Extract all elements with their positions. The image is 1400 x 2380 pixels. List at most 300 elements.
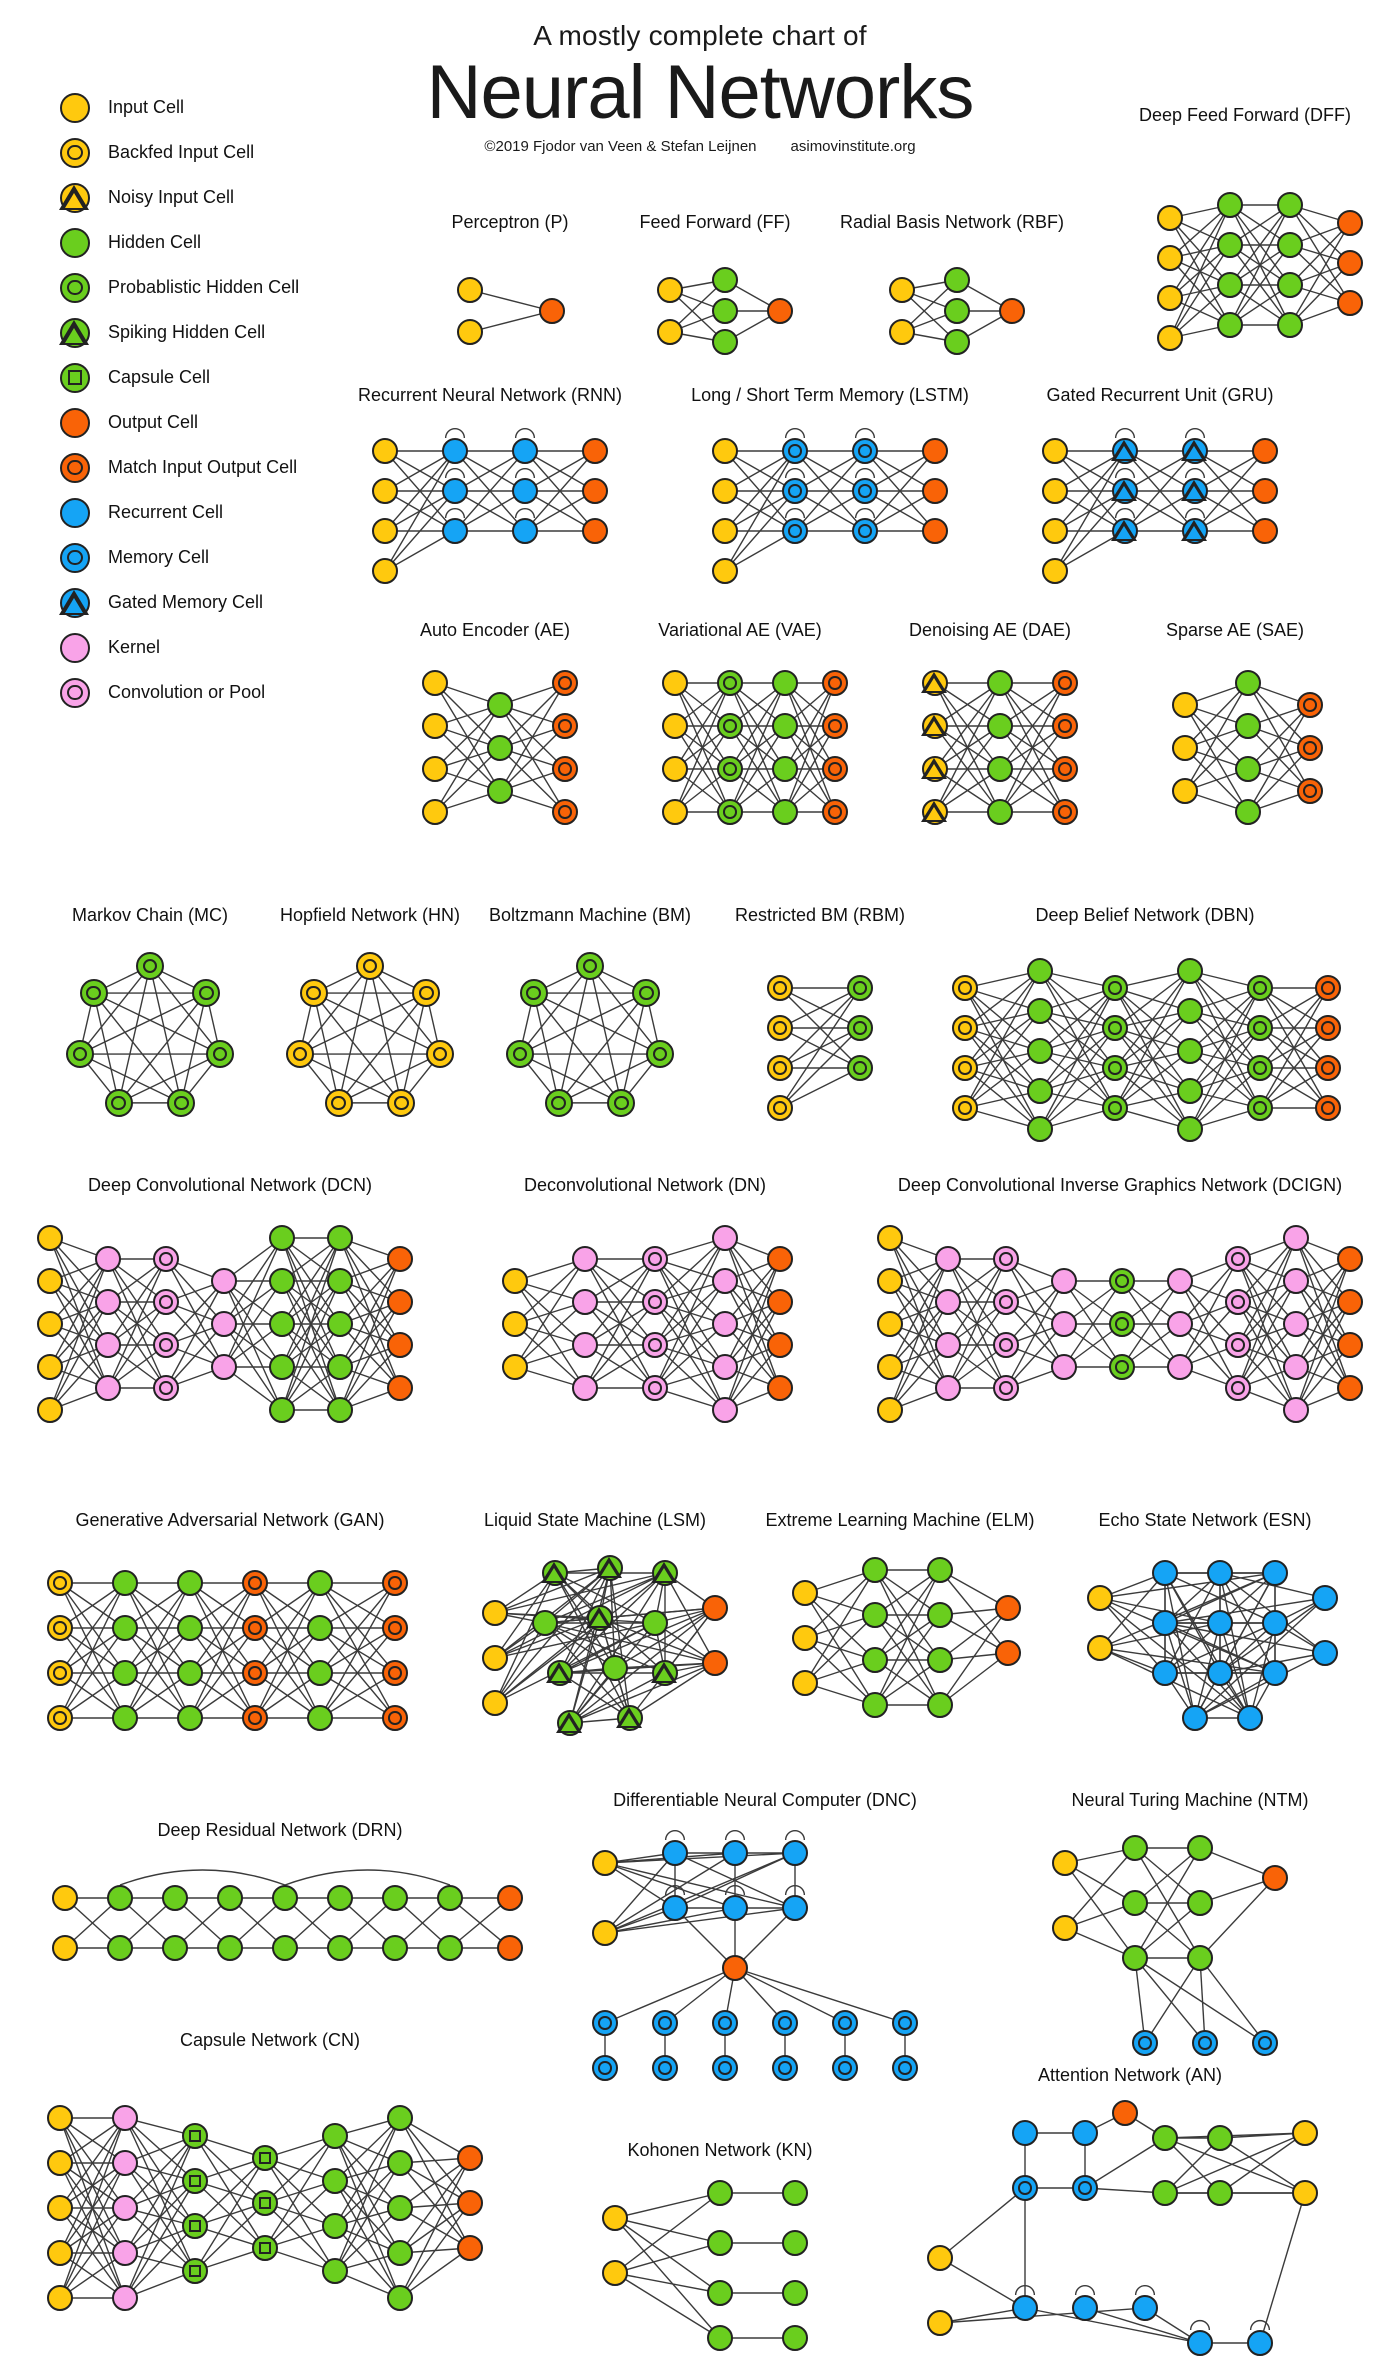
node-ring-0 <box>136 952 164 980</box>
node-hid-1 <box>1122 1890 1148 1916</box>
node-inner-triangle-inner <box>656 1668 672 1681</box>
node-4-1 <box>269 1268 295 1294</box>
diagram-canvas-ff <box>620 240 810 322</box>
node-1-2 <box>1027 1038 1053 1064</box>
circle-ring-icon <box>58 136 92 170</box>
node-1-2 <box>95 1332 121 1358</box>
node-0-0 <box>372 438 398 464</box>
diagram-caption-gru: Gated Recurrent Unit (GRU) <box>1046 385 1274 405</box>
node-6-2 <box>457 2235 483 2261</box>
node-inner-triangle-inner <box>65 328 83 343</box>
node-ring-5 <box>506 1040 534 1068</box>
node-bot-0 <box>52 1935 78 1961</box>
node-inner-ring <box>53 1576 67 1590</box>
node-2-0 <box>772 670 798 696</box>
node-0-2 <box>1042 518 1068 544</box>
diagram-caption-dae: Denoising AE (DAE) <box>908 620 1072 640</box>
node-inner-triangle-inner <box>65 193 83 208</box>
node-inner-ring <box>67 460 83 476</box>
diagram-rbm <box>720 905 920 1125</box>
node-store-b-3 <box>772 2055 798 2081</box>
node-0-2 <box>792 1670 818 1696</box>
node-inner-ring <box>718 2016 732 2030</box>
node-0-2 <box>712 518 738 544</box>
node-6-0 <box>387 1246 413 1272</box>
node-1-3 <box>717 799 743 825</box>
diagram-canvas-sae <box>1130 648 1340 820</box>
node-inner-ring <box>828 719 842 733</box>
node-1-0 <box>717 670 743 696</box>
node-res-4 <box>1207 1610 1233 1636</box>
legend-item-label: Kernel <box>108 637 161 657</box>
node-6-0 <box>1225 1246 1251 1272</box>
node-inner-ring <box>788 444 802 458</box>
node-inner-ring <box>658 2016 672 2030</box>
node-2-1 <box>772 713 798 739</box>
node-inner-ring <box>1231 1381 1245 1395</box>
node-res-3 <box>532 1610 558 1636</box>
node-2-1 <box>153 1289 179 1315</box>
node-2-2 <box>552 756 578 782</box>
node-0-1 <box>1157 245 1183 271</box>
node-5-3 <box>387 2240 413 2266</box>
node-1-1 <box>847 1015 873 1041</box>
node-1-2 <box>112 2195 138 2221</box>
node-2-1 <box>927 1602 953 1628</box>
diagram-canvas-p <box>420 240 600 322</box>
node-1-1 <box>717 713 743 739</box>
legend-item-label: Hidden Cell <box>108 232 202 252</box>
node-6-1 <box>1225 1289 1251 1315</box>
node-ring-5 <box>66 1040 94 1068</box>
diagram-caption-p: Perceptron (P) <box>451 212 569 232</box>
node-4-2 <box>307 1660 333 1686</box>
diagram-ff <box>620 212 810 322</box>
node-5-1 <box>327 1268 353 1294</box>
node-inner-ring <box>838 2061 852 2075</box>
circle-filled-icon <box>58 91 92 125</box>
node-ring-2 <box>426 1040 454 1068</box>
node-inner-ring <box>526 986 541 1001</box>
circle-ring-icon <box>58 541 92 575</box>
node-0-2 <box>37 1311 63 1337</box>
node-1-2 <box>1235 756 1261 782</box>
node-3-0 <box>922 438 948 464</box>
node-5-4 <box>327 1397 353 1423</box>
node-0-0 <box>422 670 448 696</box>
node-7-3 <box>1283 1354 1309 1380</box>
node-1-2 <box>987 756 1013 782</box>
node-0-2 <box>422 756 448 782</box>
node-inner-ring <box>1303 741 1317 755</box>
node-6-3 <box>1225 1375 1251 1401</box>
node-3-1 <box>211 1311 237 1337</box>
node-in-0 <box>927 2245 953 2271</box>
node-inner-triangle-outer <box>921 758 947 779</box>
legend-node <box>60 273 90 303</box>
node-0-0 <box>657 277 683 303</box>
node-inner-ring <box>513 1047 528 1062</box>
node-inner-triangle-outer <box>651 1562 677 1583</box>
node-hid-2 <box>1152 2180 1178 2206</box>
node-0-1 <box>792 1625 818 1651</box>
node-4-3 <box>322 2258 348 2284</box>
diagram-dcign <box>860 1175 1380 1395</box>
legend-item-label: Probablistic Hidden Cell <box>108 277 300 297</box>
diagram-caption-rbf: Radial Basis Network (RBF) <box>840 212 1065 232</box>
node-0-2 <box>952 1055 978 1081</box>
node-ring-5 <box>286 1040 314 1068</box>
node-0-1 <box>922 713 948 739</box>
chart-header <box>380 20 1020 155</box>
node-bot-3 <box>217 1935 243 1961</box>
node-inner-ring <box>858 444 872 458</box>
node-3-2 <box>211 1354 237 1380</box>
node-inner-ring <box>419 986 434 1001</box>
node-0-0 <box>662 670 688 696</box>
node-3-3 <box>242 1705 268 1731</box>
node-1-2 <box>442 518 468 544</box>
node-7-1 <box>1283 1268 1309 1294</box>
node-4-0 <box>322 2123 348 2149</box>
node-res-3 <box>1152 1610 1178 1636</box>
node-6-1 <box>457 2190 483 2216</box>
node-1-0 <box>1112 438 1138 464</box>
node-0-0 <box>792 1580 818 1606</box>
circle-triangle-icon <box>58 181 92 215</box>
diagram-canvas-bm <box>480 933 700 1125</box>
node-inner-ring <box>213 1047 228 1062</box>
node-inner-ring <box>614 1096 629 1111</box>
node-8-0 <box>1337 1246 1363 1272</box>
node-inner-ring <box>773 1021 787 1035</box>
diagram-kn <box>570 2140 870 2340</box>
diagram-rbf <box>840 212 1065 322</box>
node-0-2 <box>922 756 948 782</box>
node-map-6 <box>782 2280 808 2306</box>
node-inner-ring <box>999 1381 1013 1395</box>
node-1-1 <box>987 713 1013 739</box>
node-inner-triangle-inner <box>621 1713 637 1726</box>
node-5-1 <box>387 2150 413 2176</box>
node-3-4 <box>1177 1116 1203 1142</box>
node-mem-0 <box>662 1840 688 1866</box>
circle-filled-icon <box>58 226 92 260</box>
node-inner-triangle-outer <box>1181 440 1207 461</box>
node-1-1 <box>442 478 468 504</box>
node-0-1 <box>37 1268 63 1294</box>
legend-item-label: Memory Cell <box>108 547 210 567</box>
node-inner-ring <box>778 2061 792 2075</box>
node-2-1 <box>1297 735 1323 761</box>
node-0-3 <box>952 1095 978 1121</box>
node-1-0 <box>112 2105 138 2131</box>
node-5-2 <box>1315 1055 1341 1081</box>
node-1-0 <box>782 438 808 464</box>
node-3-0 <box>1051 1268 1077 1294</box>
node-store-b-1 <box>652 2055 678 2081</box>
diagram-caption-dff: Deep Feed Forward (DFF) <box>1138 105 1352 125</box>
node-bot-right-1 <box>1247 2330 1273 2356</box>
node-inner-ring <box>86 986 101 1001</box>
node-1-1 <box>1217 232 1243 258</box>
node-inner-ring <box>1058 805 1072 819</box>
legend-item-label: Backfed Input Cell <box>108 142 255 162</box>
diagram-drn <box>20 1820 540 2000</box>
node-inner-triangle-inner <box>1116 526 1132 539</box>
node-inner-triangle-outer <box>921 715 947 736</box>
diagram-dff <box>1120 105 1370 285</box>
diagram-caption-kn: Kohonen Network (KN) <box>627 2140 813 2160</box>
node-1-3 <box>95 1375 121 1401</box>
node-3-2 <box>252 2235 278 2261</box>
node-0-3 <box>877 1354 903 1380</box>
node-0-1 <box>457 319 483 345</box>
node-inner-ring <box>1115 1360 1129 1374</box>
node-inner-triangle-inner <box>1116 486 1132 499</box>
node-inner-ring <box>1231 1338 1245 1352</box>
node-2-0 <box>1052 670 1078 696</box>
node-2-0 <box>512 438 538 464</box>
node-inner-triangle-outer <box>541 1562 567 1583</box>
node-2-2 <box>1052 756 1078 782</box>
node-inner-ring <box>1018 2181 1032 2195</box>
node-7-2 <box>1283 1311 1309 1337</box>
diagram-canvas-vae <box>620 648 860 820</box>
node-inner-square <box>189 2175 201 2187</box>
diagram-hn <box>260 905 480 1125</box>
node-inner-ring <box>1138 2036 1152 2050</box>
node-inner-triangle-inner <box>561 1718 577 1731</box>
node-inner-ring <box>306 986 321 1001</box>
node-4-0 <box>767 1246 793 1272</box>
diagram-canvas-hn <box>260 933 480 1125</box>
node-1-1 <box>112 1615 138 1641</box>
node-inner-ring <box>1258 2036 1272 2050</box>
node-5-0 <box>1167 1268 1193 1294</box>
node-1-0 <box>944 267 970 293</box>
diagram-canvas-dcn <box>20 1203 440 1395</box>
node-0-0 <box>922 670 948 696</box>
legend-node <box>60 588 90 618</box>
diagram-caption-an: Attention Network (AN) <box>1037 2065 1223 2085</box>
node-2-3 <box>772 799 798 825</box>
node-inner-ring <box>723 805 737 819</box>
node-hid-3 <box>1187 1835 1213 1861</box>
node-4-2 <box>322 2213 348 2239</box>
node-inner-ring <box>363 959 378 974</box>
node-store-a-3 <box>772 2010 798 2036</box>
node-right-0 <box>1292 2120 1318 2146</box>
node-1-2 <box>712 329 738 355</box>
node-3-1 <box>1177 998 1203 1024</box>
diagram-canvas-dcign <box>860 1203 1380 1395</box>
node-2-2 <box>1297 778 1323 804</box>
diagram-p <box>420 212 600 322</box>
node-5-3 <box>382 1705 408 1731</box>
node-inner-triangle-inner <box>1116 446 1132 459</box>
node-inner-ring <box>853 1061 867 1075</box>
node-inner-ring <box>433 1047 448 1062</box>
node-in-1 <box>592 1920 618 1946</box>
node-store-a-0 <box>592 2010 618 2036</box>
node-2-3 <box>182 2258 208 2284</box>
node-2-2 <box>993 1332 1019 1358</box>
node-4-0 <box>1247 975 1273 1001</box>
diagram-mc <box>40 905 260 1125</box>
legend-item-label: Output Cell <box>108 412 199 432</box>
node-ring-2 <box>206 1040 234 1068</box>
node-6-3 <box>387 1375 413 1401</box>
circle-triangle-icon <box>58 316 92 350</box>
diagram-canvas-dff <box>1120 133 1370 285</box>
node-1-2 <box>487 778 513 804</box>
node-2-1 <box>852 478 878 504</box>
node-inner-ring <box>1198 2036 1212 2050</box>
diagram-caption-dnc: Differentiable Neural Computer (DNC) <box>613 1790 917 1810</box>
diagram-dae <box>880 620 1100 820</box>
node-3-1 <box>712 1268 738 1294</box>
node-inner-ring <box>858 484 872 498</box>
node-inner-ring <box>1108 981 1122 995</box>
node-0-2 <box>47 1660 73 1686</box>
node-0-3 <box>422 799 448 825</box>
diagram-vae <box>620 620 860 820</box>
node-2-3 <box>642 1375 668 1401</box>
node-inner-ring <box>1253 981 1267 995</box>
node-1-1 <box>1235 713 1261 739</box>
node-6-1 <box>387 1289 413 1315</box>
diagram-caption-ntm: Neural Turing Machine (NTM) <box>1071 1790 1309 1810</box>
node-res-9 <box>557 1710 583 1736</box>
node-3-2 <box>1051 1354 1077 1380</box>
node-3-3 <box>822 799 848 825</box>
node-1-0 <box>987 670 1013 696</box>
diagram-caption-mc: Markov Chain (MC) <box>71 905 229 925</box>
node-inner-triangle-outer <box>1111 440 1137 461</box>
node-2-0 <box>153 1246 179 1272</box>
diagram-caption-dn: Deconvolutional Network (DN) <box>523 1175 767 1195</box>
node-0-0 <box>712 438 738 464</box>
diagram-canvas-drn <box>20 1848 540 2000</box>
diagram-canvas-dbn <box>930 933 1360 1125</box>
node-in-1 <box>1052 1915 1078 1941</box>
legend-item <box>58 355 358 400</box>
diagram-sae <box>1130 620 1340 820</box>
node-3-1 <box>1051 1311 1077 1337</box>
node-inner-ring <box>1058 719 1072 733</box>
node-8-1 <box>1337 1289 1363 1315</box>
node-ring-3 <box>607 1089 635 1117</box>
node-5-0 <box>327 1225 353 1251</box>
node-inner-ring <box>958 1021 972 1035</box>
node-2-1 <box>1102 1015 1128 1041</box>
node-1-2 <box>112 1660 138 1686</box>
node-store-a-4 <box>832 2010 858 2036</box>
edge-layer <box>480 1203 810 1433</box>
node-3-1 <box>1252 478 1278 504</box>
node-2-3 <box>177 1705 203 1731</box>
legend-item-label: Input Cell <box>108 97 185 117</box>
node-ring-3 <box>167 1089 195 1117</box>
node-map-0 <box>707 2180 733 2206</box>
node-map-3 <box>707 2325 733 2351</box>
node-5-2 <box>327 1311 353 1337</box>
node-res-7 <box>1207 1660 1233 1686</box>
legend-node <box>60 318 90 348</box>
legend-item <box>58 175 358 220</box>
diagram-caption-cn: Capsule Network (CN) <box>179 2030 361 2050</box>
node-3-1 <box>242 1615 268 1641</box>
node-1-1 <box>1112 478 1138 504</box>
node-inner-ring <box>331 1096 346 1111</box>
node-1-4 <box>112 2285 138 2311</box>
node-inner-ring <box>648 1295 662 1309</box>
diagram-caption-hn: Hopfield Network (HN) <box>279 905 461 925</box>
node-res-6 <box>547 1660 573 1686</box>
node-store-a-1 <box>652 2010 678 2036</box>
diagram-caption-esn: Echo State Network (ESN) <box>1098 1510 1312 1530</box>
node-ring-0 <box>356 952 384 980</box>
node-inner-ring <box>898 2016 912 2030</box>
diagram-cn <box>20 2030 520 2330</box>
node-ring-6 <box>80 979 108 1007</box>
node-0-0 <box>37 1225 63 1251</box>
node-3-2 <box>712 1311 738 1337</box>
node-inner-ring <box>853 981 867 995</box>
node-inner-ring <box>718 2061 732 2075</box>
node-1-3 <box>987 799 1013 825</box>
diagram-canvas-mc <box>40 933 260 1125</box>
node-4-2 <box>1247 1055 1273 1081</box>
diagram-canvas-lstm <box>680 413 980 555</box>
node-4-1 <box>767 1289 793 1315</box>
node-3-2 <box>242 1660 268 1686</box>
node-2-2 <box>772 756 798 782</box>
node-out-0 <box>1312 1585 1338 1611</box>
node-2-1 <box>1277 232 1303 258</box>
node-3-3 <box>1177 1078 1203 1104</box>
node-4-3 <box>269 1354 295 1380</box>
node-2-0 <box>767 298 793 324</box>
diagram-caption-elm: Extreme Learning Machine (ELM) <box>765 1510 1035 1530</box>
node-inner-triangle-inner <box>656 1568 672 1581</box>
node-bot-5 <box>327 1935 353 1961</box>
node-ring-4 <box>325 1089 353 1117</box>
node-inner-ring <box>53 1621 67 1635</box>
chart-subtitle: A mostly complete chart of <box>533 20 867 51</box>
node-inner-square <box>259 2152 271 2164</box>
node-0-1 <box>47 1615 73 1641</box>
legend-item <box>58 130 358 175</box>
node-inner-triangle-inner <box>1186 526 1202 539</box>
node-out-0 <box>1112 2100 1138 2126</box>
node-1-1 <box>782 478 808 504</box>
node-inner-ring <box>1115 1274 1129 1288</box>
node-res-1 <box>597 1555 623 1581</box>
node-2-0 <box>1102 975 1128 1001</box>
node-0-4 <box>47 2285 73 2311</box>
node-5-1 <box>382 1615 408 1641</box>
node-inner-ring <box>858 524 872 538</box>
legend-node <box>60 363 90 393</box>
diagram-caption-dbn: Deep Belief Network (DBN) <box>1035 905 1255 925</box>
node-inner-ring <box>1303 784 1317 798</box>
node-4-0 <box>1109 1268 1135 1294</box>
legend-item-label: Convolution or Pool <box>108 682 266 702</box>
node-3-2 <box>582 518 608 544</box>
node-1-0 <box>572 1246 598 1272</box>
